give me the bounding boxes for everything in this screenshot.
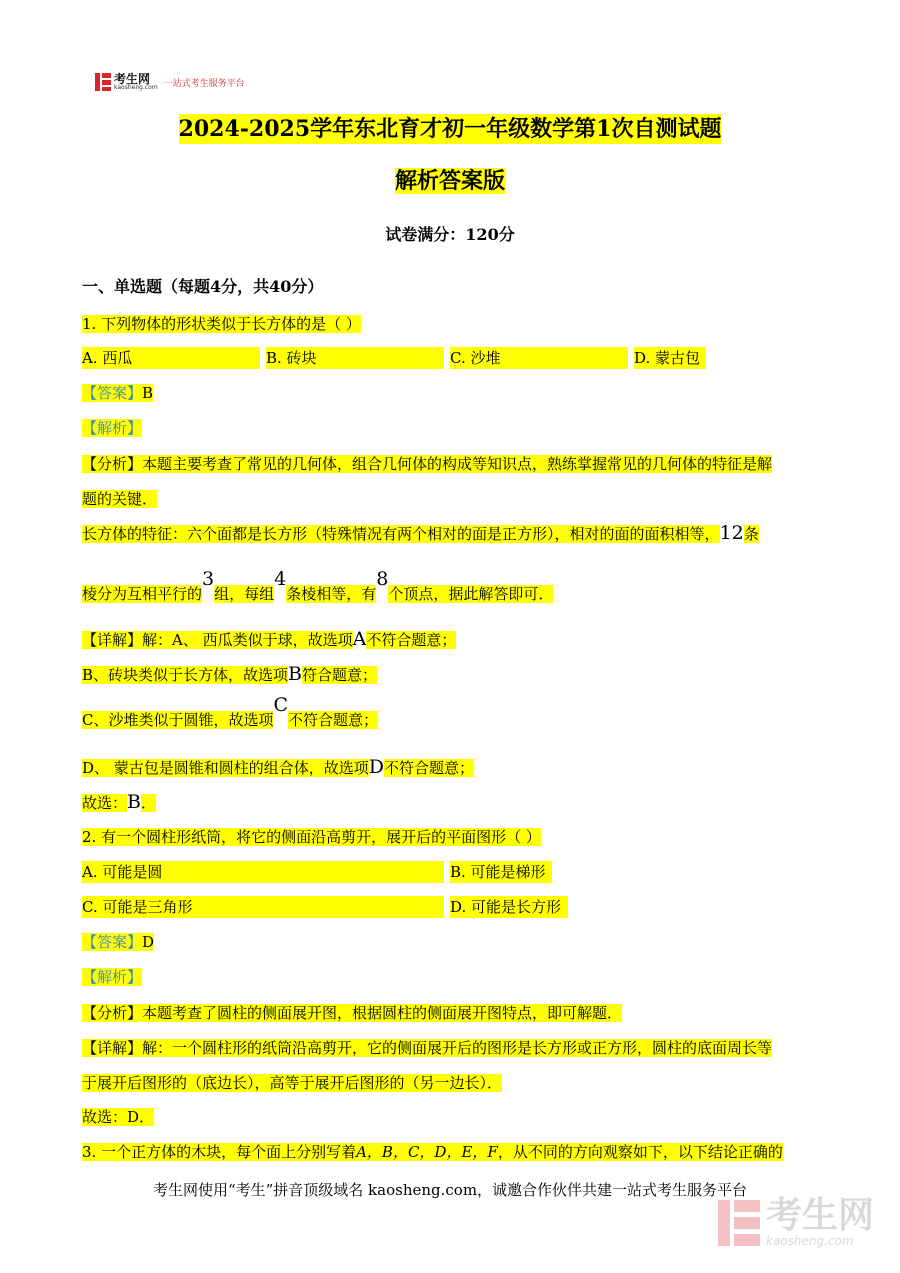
- watermark-name: 考生网: [766, 1195, 875, 1236]
- q2-detail-2: 于展开后图形的（底边长），高等于展开后图形的（另一边长）．: [82, 1074, 503, 1092]
- q2-choose: 故选：D．: [82, 1108, 155, 1126]
- q1-stem: 1. 下列物体的形状类似于长方体的是（ ）: [82, 315, 361, 333]
- q2-option-a: A. 可能是圆: [82, 861, 444, 883]
- q2-analysis-label: 【解析】: [82, 968, 143, 986]
- section-heading: 一、单选题（每题4分，共40分）: [82, 277, 324, 296]
- q3-stem: 3. 一个正方体的木块，每个面上分别写着A，B，C，D，E，F，从不同的方向观察如下，以下结论正确的: [82, 1143, 783, 1161]
- q1-option-a: A. 西瓜: [82, 347, 260, 369]
- brand-logo: [95, 70, 245, 94]
- q1-detail-a: 【详解】解：A、 西瓜类似于球，故选项A不符合题意；: [82, 628, 457, 650]
- document-subtitle: 解析答案版: [394, 168, 505, 194]
- watermark-logo: [718, 1195, 875, 1248]
- logo-slogan: 一站式考生服务平台: [163, 78, 245, 89]
- watermark-domain: kaosheng.com: [766, 1234, 854, 1248]
- q1-answer: 【答案】B: [82, 384, 154, 402]
- q1-detail-d: D、 蒙古包是圆锥和圆柱的组合体，故选项D不符合题意；: [82, 756, 475, 778]
- q1-detail-b: B、砖块类似于长方体，故选项B符合题意；: [82, 663, 378, 685]
- q1-fenxi-1: 【分析】本题主要考查了常见的几何体，组合几何体的构成等知识点，熟练掌握常见的几何体的特征是解: [82, 455, 773, 473]
- logo-name: 考生网: [114, 72, 151, 86]
- q1-option-d: D. 蒙古包: [634, 347, 706, 369]
- q1-feature-2: 棱分为互相平行的3组，每组4条棱相等，有8个顶点，据此解答即可．: [82, 568, 554, 603]
- logo-domain: kaosheng.com: [114, 84, 158, 91]
- q1-choose: 故选：B．: [82, 791, 156, 813]
- q1-feature-1: 长方体的特征：六个面都是长方形（特殊情况有两个相对的面是正方形），相对的面的面积相等，12条: [82, 522, 759, 544]
- page-footer: 考生网使用“考生”拼音顶级域名 kaosheng.com，诚邀合作伙伴共建一站式考生服务平台: [152, 1181, 748, 1199]
- q2-option-b: B. 可能是梯形: [450, 861, 552, 883]
- q2-stem: 2. 有一个圆柱形纸筒，将它的侧面沿高剪开，展开后的平面图形（ ）: [82, 828, 541, 846]
- full-score: 试卷满分：120分: [385, 225, 515, 244]
- q2-detail-1: 【详解】解：一个圆柱形的纸筒沿高剪开，它的侧面展开后的图形是长方形或正方形，圆柱的底面周长等: [82, 1039, 773, 1057]
- q1-analysis-label: 【解析】: [82, 419, 143, 437]
- q2-option-d: D. 可能是长方形: [450, 896, 568, 918]
- logo-icon: [95, 71, 111, 93]
- q1-fenxi-2: 题的关键．: [82, 490, 158, 508]
- q1-option-c: C. 沙堆: [450, 347, 628, 369]
- q1-detail-c: C、沙堆类似于圆锥，故选项C不符合题意；: [82, 694, 379, 729]
- document-title: 2024-2025学年东北育才初一年级数学第1次自测试题: [178, 116, 722, 142]
- q2-option-c: C. 可能是三角形: [82, 896, 444, 918]
- watermark-icon: [718, 1198, 760, 1248]
- q2-answer: 【答案】D: [82, 933, 155, 951]
- q1-option-b: B. 砖块: [266, 347, 444, 369]
- q2-fenxi: 【分析】本题考查了圆柱的侧面展开图，根据圆柱的侧面展开图特点，即可解题．: [82, 1004, 623, 1022]
